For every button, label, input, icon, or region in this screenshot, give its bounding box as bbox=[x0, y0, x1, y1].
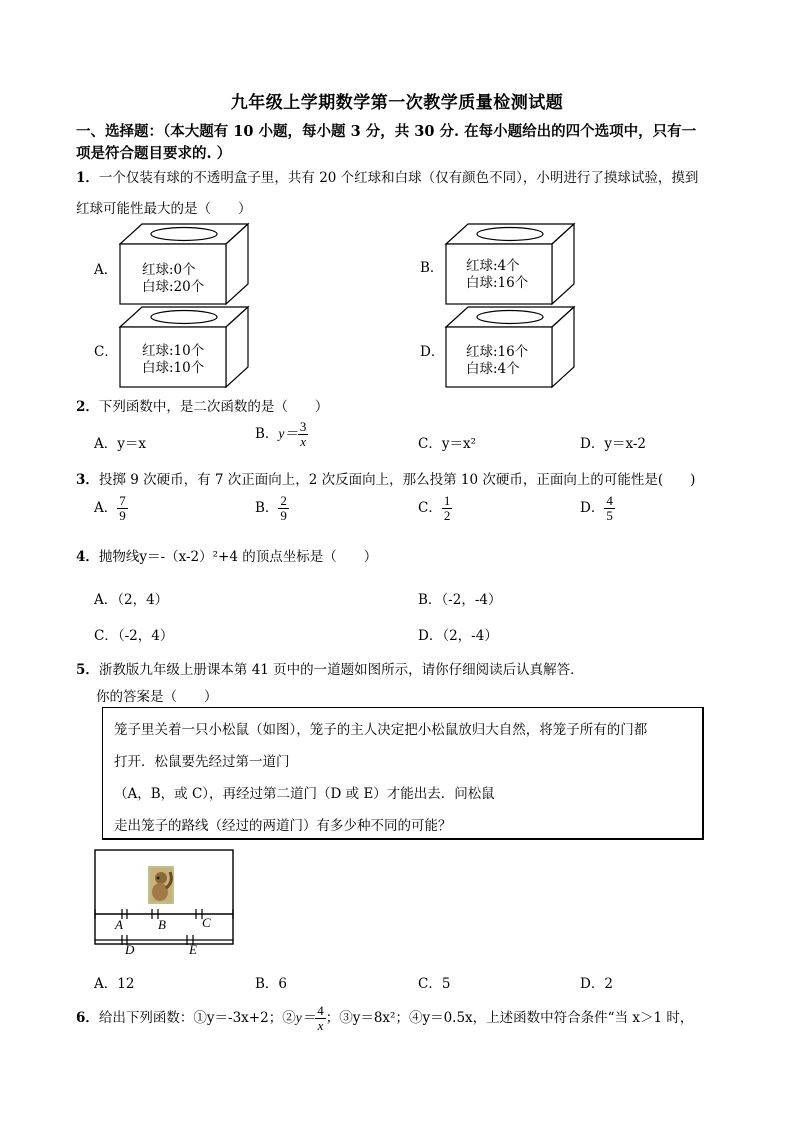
question-4 bbox=[76, 545, 377, 565]
q4-option-a: A．（2，4） bbox=[94, 592, 169, 608]
question-number: 6． bbox=[76, 1010, 99, 1026]
squirrel-icon bbox=[148, 866, 174, 904]
q2-option-a: A．y＝x bbox=[94, 436, 146, 452]
fraction bbox=[604, 494, 615, 523]
q5-problem-line3: （A，B，或 C），再经过第二道门（D 或 E）才能出去．问松鼠 bbox=[114, 786, 495, 802]
question-number: 2． bbox=[76, 399, 99, 415]
q3-option-b bbox=[255, 494, 289, 523]
numerator: 1 bbox=[443, 493, 451, 508]
numerator: 4 bbox=[317, 1003, 324, 1018]
q1-option-a-label: A． bbox=[94, 262, 118, 278]
q1-box-b-red: 红球:4个 bbox=[466, 258, 520, 274]
numerator: 7 bbox=[119, 493, 126, 508]
question-number: 1． bbox=[76, 170, 99, 186]
q5-problem-line2: 打开．松鼠要先经过第一道门 bbox=[114, 754, 290, 770]
question-number: 4． bbox=[76, 549, 99, 565]
door-d-label: D bbox=[125, 942, 135, 957]
q1-box-c-white: 白球:10个 bbox=[142, 360, 205, 376]
door-a-label: A bbox=[115, 917, 123, 932]
option-label: D． bbox=[580, 500, 605, 516]
function-4: ④y＝0.5x，上述函数中符合条件“当 x＞1 时， bbox=[408, 1010, 694, 1026]
question-text: 一个仅装有球的不透明盒子里，共有 20 个红球和白球（仅有颜色不同），小明进行了摸球试验，摸到 bbox=[98, 170, 699, 186]
q1-box-d-white: 白球:4个 bbox=[466, 361, 520, 377]
function-3: ③y＝8x²； bbox=[339, 1010, 409, 1026]
page-title: 九年级上学期数学第一次教学质量检测试题 bbox=[230, 93, 564, 113]
question-text: 下列函数中，是二次函数的是（ ） bbox=[98, 399, 329, 415]
denominator: x bbox=[300, 434, 307, 449]
q4-option-c: C．（-2，4） bbox=[94, 628, 174, 644]
door-e-label: E bbox=[189, 942, 197, 957]
question-text-pre: 给出下列函数： bbox=[98, 1010, 194, 1026]
question-5 bbox=[76, 658, 584, 678]
q1-box-b-white: 白球:16个 bbox=[466, 275, 529, 291]
fraction bbox=[117, 494, 128, 523]
q5-problem-line1: 笼子里关着一只小松鼠（如图），笼子的主人决定把小松鼠放归大自然，将笼子所有的门都 bbox=[114, 722, 648, 738]
question-1-line2: 红球可能性最大的是（ ） bbox=[76, 201, 252, 217]
option-label: A． bbox=[94, 500, 118, 516]
function-1: ①y＝-3x+2； bbox=[193, 1010, 283, 1026]
q1-box-d-red: 红球:16个 bbox=[466, 344, 529, 360]
question-number: 3． bbox=[76, 472, 99, 488]
question-text: 投掷 9 次硬币，有 7 次正面向上，2 次反面向上，那么投第 10 次硬币，正面向上的可能性是( ) bbox=[98, 472, 696, 488]
numerator: 4 bbox=[606, 493, 613, 508]
fraction bbox=[298, 420, 309, 449]
numerator: 3 bbox=[299, 419, 307, 434]
q5-problem-line4: 走出笼子的路线（经过的两道门）有多少种不同的可能？ bbox=[114, 818, 452, 834]
q4-option-d: D．（2，-4） bbox=[418, 628, 498, 644]
numerator: 2 bbox=[280, 493, 287, 508]
q5-option-d: D．2 bbox=[580, 976, 613, 992]
q1-option-b-label: B． bbox=[420, 260, 444, 276]
question-3 bbox=[76, 468, 695, 488]
formula-lhs: y＝ bbox=[278, 426, 298, 441]
q1-box-c-red: 红球:10个 bbox=[142, 343, 205, 359]
cage-diagram bbox=[92, 848, 238, 957]
denominator: 2 bbox=[443, 508, 451, 523]
q2-option-c: C．y＝x² bbox=[418, 436, 476, 452]
q4-option-b: B．（-2，-4） bbox=[418, 592, 502, 608]
question-text: 浙教版九年级上册课本第 41 页中的一道题如图所示，请你仔细阅读后认真解答． bbox=[98, 662, 584, 678]
q2-option-b bbox=[255, 420, 308, 449]
question-1-line1 bbox=[76, 166, 698, 186]
question-6 bbox=[76, 1004, 693, 1033]
q1-option-c-label: C． bbox=[94, 344, 118, 360]
q5-answer-prompt: 你的答案是（ ） bbox=[96, 689, 218, 705]
q5-option-c: C．5 bbox=[418, 976, 451, 992]
function-2-lhs: y＝ bbox=[295, 1010, 316, 1025]
function-2-end: ； bbox=[325, 1010, 340, 1026]
section-header-line1: 一、选择题：（本大题有 10 小题，每小题 3 分，共 30 分. 在每小题给出的四个选项中，只有一 bbox=[76, 123, 697, 140]
door-c-label: C bbox=[202, 915, 211, 930]
denominator: 5 bbox=[606, 508, 613, 523]
denominator: 9 bbox=[119, 508, 126, 523]
denominator: x bbox=[317, 1018, 324, 1033]
q3-option-c bbox=[418, 494, 452, 523]
q1-box-a-white: 白球:20个 bbox=[142, 279, 205, 295]
q1-option-d-label: D． bbox=[420, 344, 445, 360]
option-label: B． bbox=[255, 500, 279, 516]
option-label: B． bbox=[255, 426, 279, 442]
question-number: 5． bbox=[76, 662, 99, 678]
door-b-label: B bbox=[158, 917, 166, 932]
fraction bbox=[315, 1004, 326, 1033]
option-label: C． bbox=[418, 500, 442, 516]
question-text: 抛物线y＝-（x-2）²+4 的顶点坐标是（ ） bbox=[98, 549, 378, 565]
q5-option-b: B．6 bbox=[255, 976, 288, 992]
q3-option-d bbox=[580, 494, 615, 523]
fraction bbox=[442, 494, 453, 523]
fraction bbox=[278, 494, 289, 523]
section-header-line2: 项是符合题目要求的. ） bbox=[76, 145, 232, 162]
q1-box-a-red: 红球:0个 bbox=[142, 262, 196, 278]
q5-option-a: A．12 bbox=[94, 976, 135, 992]
denominator: 9 bbox=[280, 508, 287, 523]
question-2 bbox=[76, 395, 328, 415]
function-2-mark: ② bbox=[282, 1010, 296, 1026]
q2-option-d: D．y＝x-2 bbox=[580, 436, 646, 452]
q3-option-a bbox=[94, 494, 128, 523]
